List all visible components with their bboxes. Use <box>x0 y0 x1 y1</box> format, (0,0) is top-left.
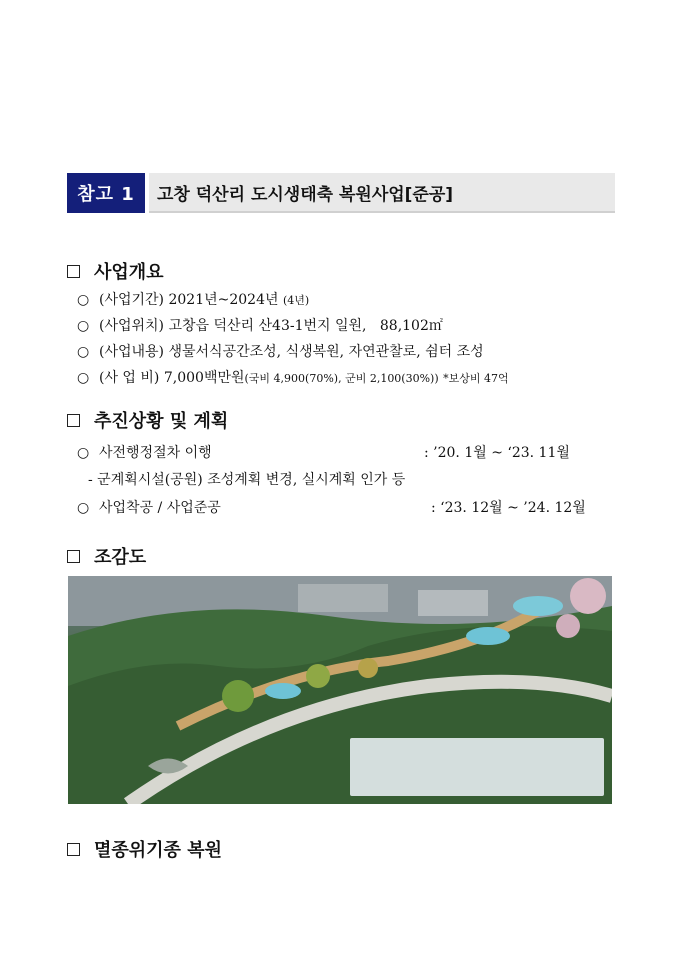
checkbox-square-icon <box>67 550 80 563</box>
budget-label: (사 업 비) <box>99 370 160 386</box>
overview-content-row <box>77 341 484 361</box>
circle-bullet-icon: ○ <box>77 292 90 308</box>
budget-detail: (국비 4,900(70%), 군비 2,100(30%)) <box>244 372 439 385</box>
overview-location-row <box>77 315 443 335</box>
content-value: 생물서식공간조성, 식생복원, 자연관찰로, 쉼터 조성 <box>168 344 484 360</box>
checkbox-square-icon <box>67 265 80 278</box>
progress-item2-text: 사업착공 / 사업준공 <box>99 500 221 516</box>
section-title: 조감도 <box>94 547 147 568</box>
location-label: (사업위치) <box>99 318 165 334</box>
circle-bullet-icon: ○ <box>77 344 90 360</box>
progress-item1-date: : ’20. 1월 ~ ‘23. 11월 <box>424 445 570 461</box>
progress-sub1-text: - 군계획시설(공원) 조성계획 변경, 실시계획 인가 등 <box>88 472 406 488</box>
title-tag: 참고 1 <box>67 173 145 213</box>
circle-bullet-icon: ○ <box>77 370 90 386</box>
birdseye-rendering-image <box>68 576 612 804</box>
progress-sub1 <box>88 469 405 489</box>
checkbox-square-icon <box>67 843 80 856</box>
progress-item1-row <box>77 442 212 462</box>
overview-period-row <box>77 289 309 309</box>
section-progress <box>67 407 228 433</box>
map-legend-panel <box>350 738 604 796</box>
circle-bullet-icon: ○ <box>77 445 90 461</box>
location-value: 고창읍 덕산리 산43-1번지 일원, <box>168 318 367 334</box>
circle-bullet-icon: ○ <box>77 500 90 516</box>
section-species <box>67 836 222 862</box>
page-title: 고창 덕산리 도시생태축 복원사업[준공] <box>149 173 615 213</box>
circle-bullet-icon: ○ <box>77 318 90 334</box>
period-note: (4년) <box>282 294 310 307</box>
checkbox-square-icon <box>67 414 80 427</box>
section-title: 멸종위기종 복원 <box>94 840 222 861</box>
budget-value: 7,000백만원 <box>163 370 245 386</box>
overview-budget-row <box>77 367 509 387</box>
period-label: (사업기간) <box>99 292 165 308</box>
title-bar <box>67 173 615 213</box>
location-area: 88,102㎡ <box>379 318 443 334</box>
section-birdseye <box>67 543 146 569</box>
period-value: 2021년~2024년 <box>168 292 279 308</box>
progress-item1-text: 사전행정절차 이행 <box>99 445 212 461</box>
section-title: 사업개요 <box>94 262 164 283</box>
section-title: 추진상황 및 계획 <box>94 411 229 432</box>
progress-item2-row <box>77 497 221 517</box>
budget-extra: *보상비 47억 <box>443 372 509 385</box>
progress-item2-date: : ‘23. 12월 ~ ’24. 12월 <box>431 500 586 516</box>
section-overview <box>67 258 164 284</box>
content-label: (사업내용) <box>99 344 165 360</box>
